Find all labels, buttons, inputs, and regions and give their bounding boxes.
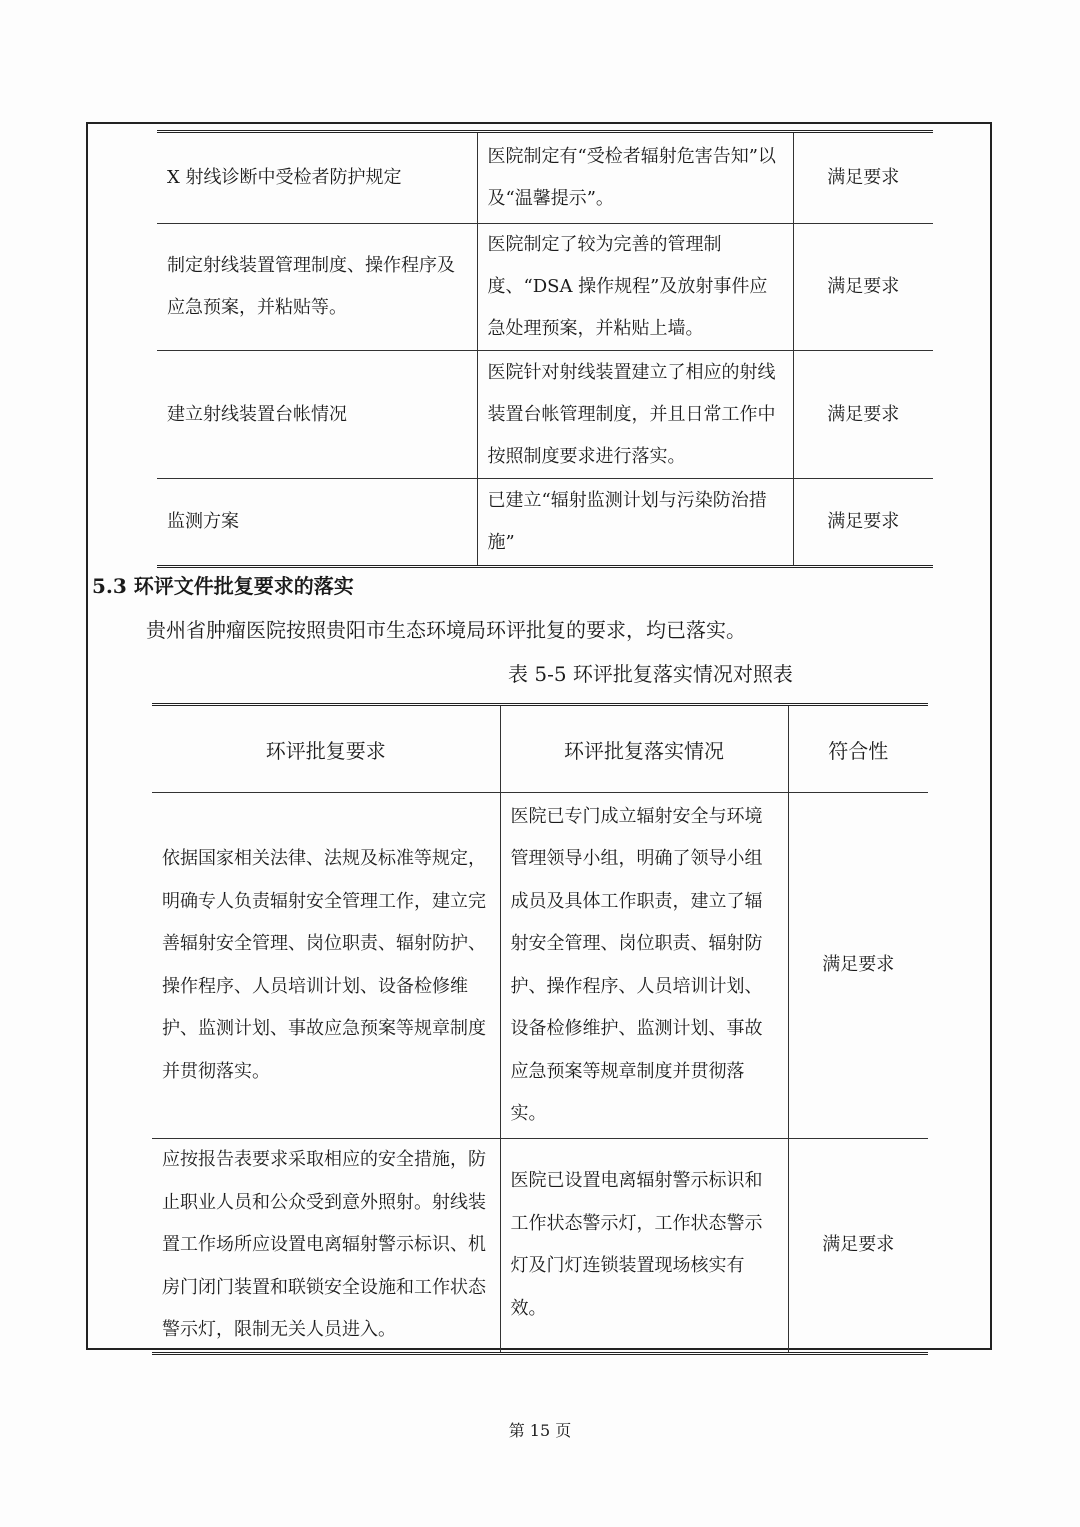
section-title: 5.3 环评文件批复要求的落实 [92,574,354,598]
result-cell: 满足要求 [788,793,928,1139]
requirement-cell: X 射线诊断中受检者防护规定 [157,132,477,224]
result-cell: 满足要求 [793,351,933,479]
header-status: 环评批复落实情况 [500,705,788,793]
table-row [157,132,933,224]
status-cell: 医院已专门成立辐射安全与环境管理领导小组，明确了领导小组成员及具体工作职责，建立了辐射安全管理、岗位职责、辐射防护、操作程序、人员培训计划、设备检修维护、监测计划、事故应急预案等规章制度并贯彻落实。 [500,793,788,1139]
result-cell: 满足要求 [788,1139,928,1354]
status-cell: 医院针对射线装置建立了相应的射线装置台帐管理制度，并且日常工作中按照制度要求进行落实。 [477,351,793,479]
status-cell: 医院已设置电离辐射警示标识和工作状态警示灯，工作状态警示灯及门灯连锁装置现场核实有效。 [500,1139,788,1354]
approval-table [152,703,928,1355]
table-row [157,351,933,479]
status-cell: 医院制定了较为完善的管理制度、“DSA 操作规程”及放射事件应急处理预案，并粘贴上墙。 [477,224,793,351]
status-cell: 已建立“辐射监测计划与污染防治措施” [477,479,793,567]
table-header-row [152,705,928,793]
result-cell: 满足要求 [793,479,933,567]
result-cell: 满足要求 [793,132,933,224]
requirement-cell: 建立射线装置台帐情况 [157,351,477,479]
table-row [157,479,933,567]
table-row [152,1139,928,1354]
requirement-cell: 依据国家相关法律、法规及标准等规定，明确专人负责辐射安全管理工作，建立完善辐射安全管理、岗位职责、辐射防护、操作程序、人员培训计划、设备检修维护、监测计划、事故应急预案等规章制度并贯彻落实。 [152,793,500,1139]
header-requirement: 环评批复要求 [152,705,500,793]
compliance-table [157,130,933,568]
status-cell: 医院制定有“受检者辐射危害告知”以及“温馨提示”。 [477,132,793,224]
header-compliance: 符合性 [788,705,928,793]
table-row [152,793,928,1139]
requirement-cell: 监测方案 [157,479,477,567]
requirement-cell: 制定射线装置管理制度、操作程序及应急预案，并粘贴等。 [157,224,477,351]
table-row [157,224,933,351]
requirement-cell: 应按报告表要求采取相应的安全措施，防止职业人员和公众受到意外照射。射线装置工作场所应设置电离辐射警示标识、机房门闭门装置和联锁安全设施和工作状态警示灯，限制无关人员进入。 [152,1139,500,1354]
page-number: 第 15 页 [508,1421,572,1440]
result-cell: 满足要求 [793,224,933,351]
section-paragraph: 贵州省肿瘤医院按照贵阳市生态环境局环评批复的要求，均已落实。 [146,618,746,642]
table-caption: 表 5-5 环评批复落实情况对照表 [508,662,793,686]
